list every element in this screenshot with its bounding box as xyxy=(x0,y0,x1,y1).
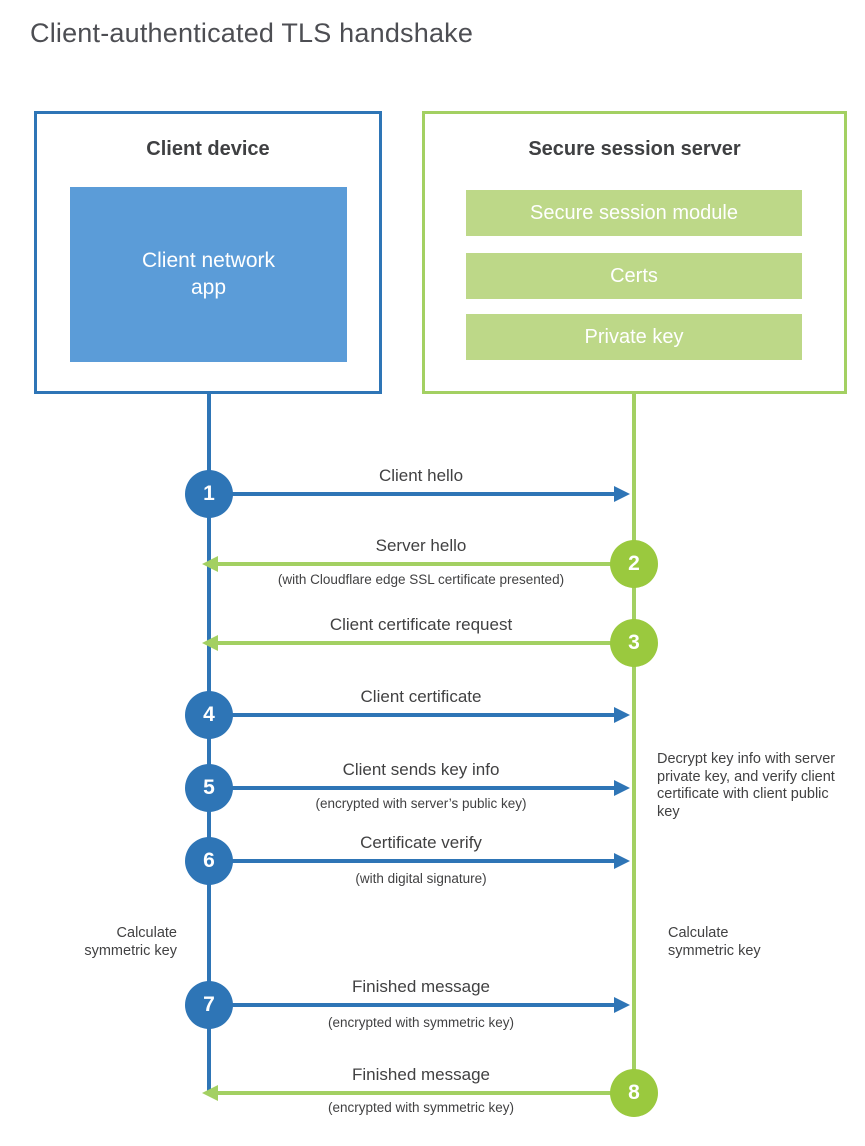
server-module-private-key xyxy=(466,314,802,360)
step-6-arrowhead-right-icon xyxy=(614,853,630,869)
step-8-sublabel: (encrypted with symmetric key) xyxy=(327,1100,515,1115)
server-module-label: Certs xyxy=(610,264,658,287)
calculate-symmetric-key-note-left: Calculate symmetric key xyxy=(84,925,177,959)
step-6-circle xyxy=(185,837,233,885)
calculate-symmetric-key-note-right: Calculate symmetric key xyxy=(668,925,761,959)
step-1-arrow xyxy=(209,492,614,496)
step-6-number: 6 xyxy=(203,849,215,872)
server-module-secure-session xyxy=(466,190,802,236)
step-8-circle xyxy=(610,1069,658,1117)
step-2-arrowhead-left-icon xyxy=(202,556,218,572)
step-4-circle xyxy=(185,691,233,739)
step-2-label: Server hello xyxy=(375,536,467,555)
step-4-label: Client certificate xyxy=(360,687,482,706)
step-3-number: 3 xyxy=(628,631,640,654)
step-2-number: 2 xyxy=(628,552,640,575)
step-3-circle xyxy=(610,619,658,667)
step-1-arrowhead-right-icon xyxy=(614,486,630,502)
client-network-app-box xyxy=(70,187,347,362)
step-5-circle xyxy=(185,764,233,812)
secure-session-server-title: Secure session server xyxy=(528,138,741,160)
step-1-label: Client hello xyxy=(378,466,464,485)
step-3-arrow xyxy=(218,641,634,645)
step-8-number: 8 xyxy=(628,1081,640,1104)
step-1-number: 1 xyxy=(203,482,215,505)
step-7-sublabel: (encrypted with symmetric key) xyxy=(327,1015,515,1030)
server-module-label: Secure session module xyxy=(530,201,738,224)
server-module-certs xyxy=(466,253,802,299)
step-1-circle xyxy=(185,470,233,518)
page-title: Client-authenticated TLS handshake xyxy=(30,18,474,48)
step-5-label: Client sends key info xyxy=(342,760,500,779)
step-3-label: Client certificate request xyxy=(329,615,513,634)
step-6-sublabel: (with digital signature) xyxy=(355,871,487,886)
step-4-arrowhead-right-icon xyxy=(614,707,630,723)
step-8-arrowhead-left-icon xyxy=(202,1085,218,1101)
step-8-arrow xyxy=(218,1091,634,1095)
step-7-circle xyxy=(185,981,233,1029)
client-device-title: Client device xyxy=(146,138,270,160)
step-5-arrowhead-right-icon xyxy=(614,780,630,796)
step-4-number: 4 xyxy=(203,703,215,726)
step-8-label: Finished message xyxy=(352,1065,490,1084)
server-module-label: Private key xyxy=(584,325,684,348)
step-6-label: Certificate verify xyxy=(360,833,482,852)
step-4-arrow xyxy=(209,713,614,717)
step-5-arrow xyxy=(209,786,614,790)
step-2-sublabel: (with Cloudflare edge SSL certificate presented) xyxy=(277,572,565,587)
secure-session-server-box xyxy=(422,111,847,394)
client-device-box xyxy=(34,111,382,394)
decrypt-key-info-note: Decrypt key info with server private key, and verify client certificate with client public key xyxy=(657,751,836,821)
step-2-arrow xyxy=(218,562,634,566)
step-7-number: 7 xyxy=(203,993,215,1016)
step-7-arrowhead-right-icon xyxy=(614,997,630,1013)
step-3-arrowhead-left-icon xyxy=(202,635,218,651)
step-7-label: Finished message xyxy=(352,977,490,996)
step-5-sublabel: (encrypted with server’s public key) xyxy=(315,796,527,811)
step-2-circle xyxy=(610,540,658,588)
step-6-arrow xyxy=(209,859,614,863)
step-5-number: 5 xyxy=(203,776,215,799)
client-network-app-label: Client network app xyxy=(141,249,276,299)
step-7-arrow xyxy=(209,1003,614,1007)
